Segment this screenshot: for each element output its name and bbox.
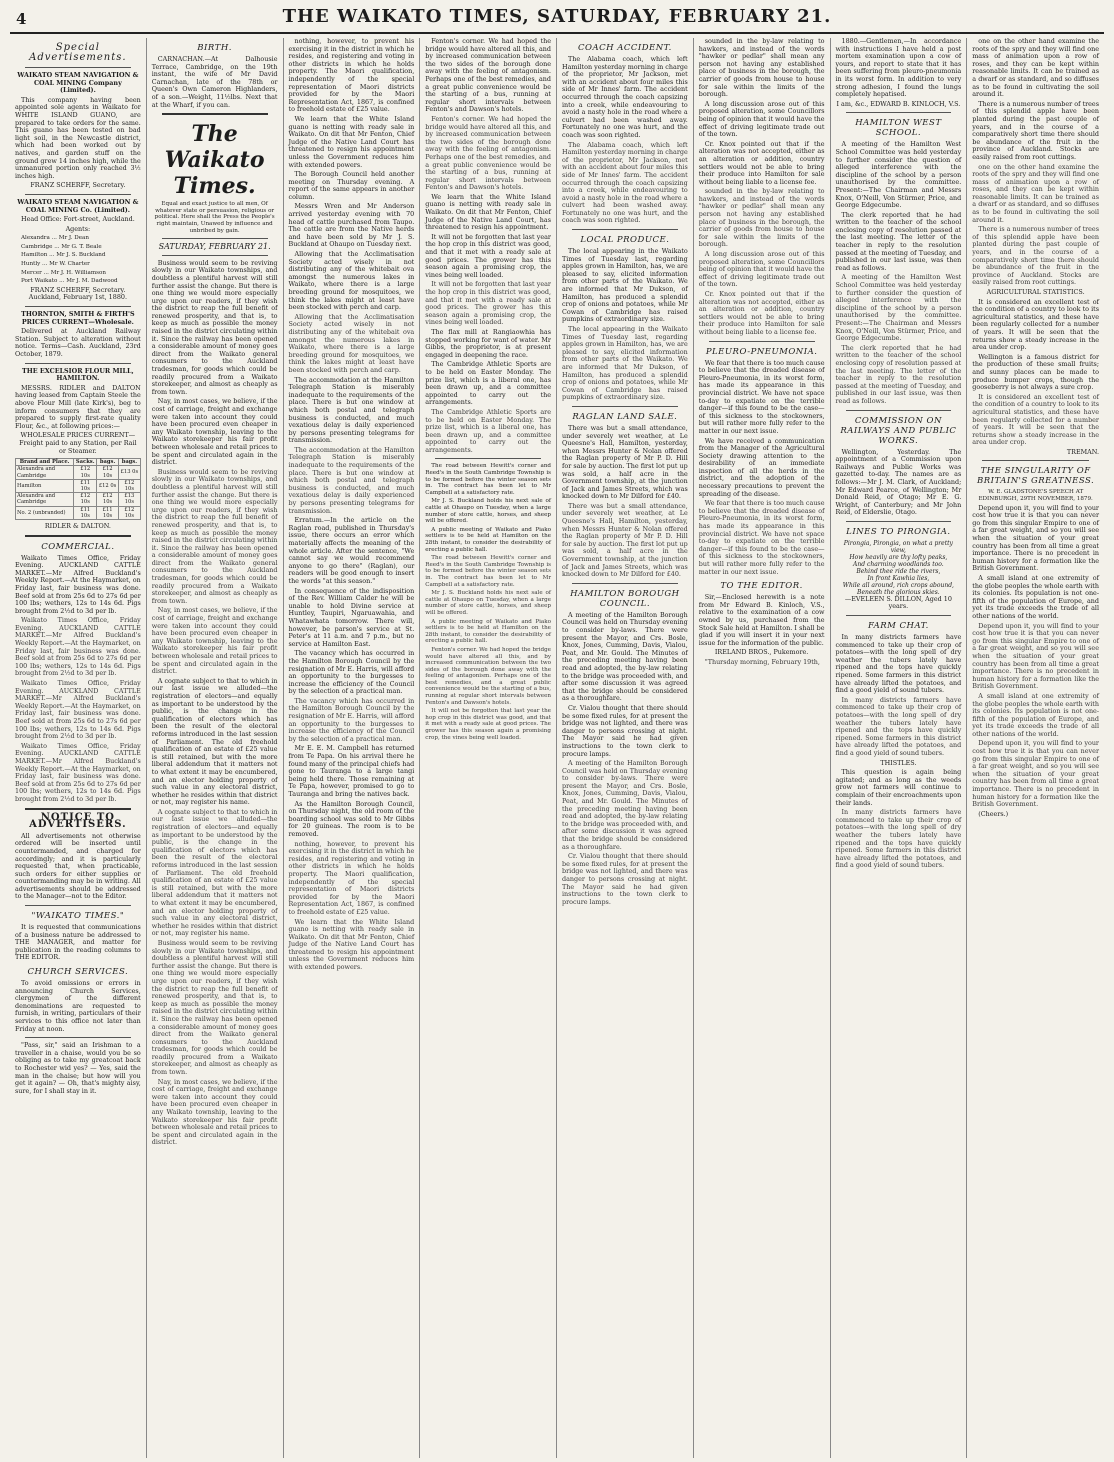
article-body: The local appearing in the Waikato Times of Tuesday last, regarding apples grown in Hamilton, has, we are pleased to say, elicited information from other parts of the Waikato. We are informed that Mr Dukson, of Hamilton, has produced a splendid crop of onions and potatoes, while Mr Cowan of Cambridge has raised pumpkins of extraordinary size. (562, 325, 688, 402)
article-body: The vacancy which has occurred in the Hamilton Borough Council by the resignation of Mr E. Harris, will afford an opportunity to the burgesses to increase the efficiency of the Council by the selection of a practical man. (288, 649, 415, 696)
article-body: A meeting of the Hamilton Borough Council was held on Thursday evening to consider by-laws. There were present the Mayor, and Crs. Bosle, Knox, Jones, Cumming, Davis, Vialou, Peat, and Mr. Gould. The Minutes of the preceding meeting having been read and adopted, the by-law relating to the bridge was proceeded with, and after some discussion it was agreed that the bridge should be considered as a thoroughfare. (562, 610, 688, 703)
notice-body: All advertisements not otherwise ordered will be inserted until countermanded, and charged for accordingly; and it is particularly requested that, when practicable, such orders for either supplies or countermanding may be in writing. All advertisements should be addressed to the Manager—not to the Editor. (15, 831, 141, 901)
article-body: The road between Hewitt's corner and Reed's in the South Cambridge Township is to be formed before the winter season sets in. The contract has been let to Mr Campbell at a satisfactory rate. (425, 555, 551, 588)
article-body: nothing, however, to prevent his exercising it in the district in which he resides, and registering and voting in other districts in which he holds property. The Maori qualification, independently of the special representation of Maori districts provided for by the Maori Representation Act, 1867, is confined to freehold estate of £25 value. (288, 839, 415, 916)
poem-line: How heavily are thy lofty peaks, (849, 553, 948, 561)
table-row: Alexandra and Cambridge £12 10s £12 10s £13 0s (16, 466, 141, 479)
article-body: In many districts farmers have commenced to take up their crop of potatoes—with the long spell of dry weather the tubers lately have ripened and the tops have quickly ripened. Some farmers in this district have already lifted the potatoes, and find a good yield of sound tubers. (835, 695, 962, 757)
table-row: Alexandra and Cambridge £12 10s £12 10s £13 10s (16, 493, 141, 506)
article-body: Erratum.—In the article on the Raglan road, published in Thursday's issue, there occurs an error which materially affects the meaning of the whole article. After the sentence, "We cannot say we would recommend anyone to go there" (Raglan), our readers will be good enough to insert the words "at this season." (288, 516, 415, 585)
article-body: "Pass, sir," said an Irishman to a traveller in a chaise, would you be so obliging as to take my greatcoat back to Rochester wid yes? — Yes, said the man in the chaise; but how will you get it again? — Oh, that's mighty aisy, sure, for I shall stay in it. (15, 1041, 141, 1095)
article-body: We fear that there is too much cause to believe that the dreaded disease of Pleuro-Pneumonia, in its worst form, has made its appearance in this provincial district. We have not space to-day to expatiate on the terrible danger—if this found to be the case—of this sickness to the stockowners, but will rather more fully refer to the matter in our next issue. (698, 358, 825, 435)
section-heading: RAGLAN LAND SALE. (572, 411, 678, 422)
poem-line: Behind thee ride the rivers, (856, 567, 941, 575)
article-body: There is a numerous number of trees of this splendid apple have been planted during the past couple of years, and in the course of a comparatively short time there should be abundance of the fruit in the province of Auckland. Stocks are easily raised from root cuttings. (972, 99, 1099, 161)
editorial-body: Business would seem to be reviving slowly in our Waikato townships, and doubtless a plentiful harvest will still further assist the change. But there is one thing we would more especially urge upon our readers, if they wish the district to reap the full benefit of renewed prosperity, and that is, to keep as much as possible the money raised in the district circulating within it. Since the railway has been opened a considerable amount of money goes direct from the Waikato general consumers to the Auckland tradesman, for goods which could be readily procured from a Waikato storekeeper, and almost as cheaply as from town. (151, 467, 278, 605)
article-body: The flax mill at Rangiaowhia has stopped working for want of water. Mr Gibbs, the proprietor, is at present engaged in deepening the race. (425, 327, 551, 359)
section-heading: Special Advertisements. (29, 42, 127, 63)
article-body: In consequence of the indisposition of the Rev. William Calder he will be unable to hold Divine service at Huntley, Taupiri, Ngaruawahia, and Whatawhata tomorrow. There will, however, be parson's service at St. Peter's at 11 a.m. and 7 p.m., but no service at Hamilton East. (288, 586, 415, 648)
ad-body: Delivered at Auckland Railway Station. Subject to alteration without notice. Terms—Cash. Auckland, 23rd October, 1879. (15, 327, 141, 358)
agent-line: Mercer ... Mr J. H. Williamson (21, 269, 106, 276)
article-body: It is requested that communications of a business nature be addressed to THE MANAGER, and matter for publication in the reading columns to THE EDITOR. (15, 923, 141, 962)
column-6 (694, 38, 831, 1458)
article-body: Cr. Knox pointed out that if the alteration was not accepted, either as an alteration or addition, country settlers would not be able to bring their produce into Hamilton for sale without being liable to a license fee. (698, 290, 825, 336)
ad-agents-label: Agents: (65, 224, 91, 233)
birth-notice: CARNACHAN.—At Dalhousie Terrace, Cambridge, on the 19th instant, the wife of Mr David Carnachan, late of the 78th or Queen's Own Cameron Highlanders, of a son.—Weight, 11½lbs. Next that at the Wharf, if you can. (151, 55, 278, 109)
agent-line: Port Waikato ... Mr J. M. Dadwood (21, 278, 118, 285)
section-heading: COMMERCIAL. (41, 541, 115, 552)
article-body: We learn that the White Island guano is netting with ready sale in Waikato. On dit that Mr Fenton, Chief Judge of the Native Land Court has threatened to resign his appointment unless the Government reduces him with extended powers. (288, 917, 415, 972)
section-heading: "WAIKATO TIMES." (31, 911, 125, 922)
price-header: bags. (97, 459, 119, 466)
sub-heading: AGRICULTURAL STATISTICS. (986, 288, 1085, 296)
ad-title: WAIKATO STEAM NAVIGATION & COAL MINING Co. (Limited). (17, 197, 139, 214)
ad-body: MESSRS. RIDLER and DALTON having leased from Captain Steele the above Flour Mill (late Kirk's), beg to inform consumers that they are prepared to supply first-rate quality Flour, &c., at following prices:— (15, 383, 141, 430)
article-body: There was but a small attendance, under severely wet weather, at Le Queesne's Hall, Hamilton, yesterday, when Messrs Hunter & Nolan offered the Raglan property of Mr P. D. Hill for sale by auction. The first lot put up was sold, a half acre in the Government township, at the junction of Jack and James Streets, which was knocked down to Mr Dilford for £40. (562, 501, 688, 579)
article-body: Fenton's corner. We had hoped the bridge would have altered all this, and by increased communication between the two sides of the borough done away with the feeling of antagonism. Perhaps one of the best remedies, and a great public convenience would be the starting of a bus, running at regular short intervals between Fenton's and Dawson's hotels. (425, 38, 551, 114)
article-body: Wellington, Yesterday. The appointment of a Commission upon Railways and Public Works was gazetted to-day. The names are as follows:—Mr J. M. Clark, of Auckland; Mr Edward Pearce, of Wellington; Mr Donald Reid, of Otago; Mr E. G. Wright, of Canterbury; and Mr John Reid, of Elderslie, Otago. (835, 447, 962, 517)
article-body: A meeting of the Hamilton West School Committee was held yesterday to further consider the question of alleged interference with the discipline of the school by a person unauthorised by the committee. Present:—The Chairman and Messrs Knox, O'Neill, Von Stürmer, Price, and George Edgecumbe. (835, 140, 962, 210)
article-body: The Alabama coach, which left Hamilton yesterday morning in charge of the proprietor, Mr Jackson, met with an accident about four miles this side of Mr Innes' farm. The accident occurred through the coach capsizing into a creek, while endeavouring to avoid a nasty hole in the road where a culvert had been washed away. Fortunately no one was hurt, and the coach was soon righted. (562, 140, 688, 225)
article-body: A small island at one extremity of the globe peoples the whole earth with its colonies. Its population is not one-fifth of the population of Europe, and yet its trade exceeds the trade of all other nations of the world. (972, 691, 1099, 738)
agent-line: Hamilton ... Mr J. S. Buckland (21, 252, 106, 259)
article-body: sounded in the by-law relating to hawkers, and instead of the words "hawker or pedlar" shall mean any person not having any established place of business in the borough, the carrier of goods from house to house for sale within the limits of the borough. (698, 187, 825, 249)
ad-title: THORNTON, SMITH & FIRTH'S PRICES CURRENT—Wholesale. (21, 310, 135, 326)
article-body: one on the other hand examine the roots of the spry and they will find one mass of animation upon a row of roses, and they can be kept within reasonable limits. It can be trained as a dwarf or as standard, and so diffuses as to be found in cultivating the soil around it. (972, 162, 1099, 224)
article-body: nothing, however, to prevent his exercising it in the district in which he resides, and registering and voting in other districts in which he holds property. The Maori qualification, independently of the special representation of Maori districts provided for by the Maori Representation Act, 1867, is confined to freehold estate of £25 value. (288, 38, 415, 114)
article-body: A public meeting of Waikato and Piako settlers is to be held at Hamilton on the 28th instant, to consider the desirability of erecting a public hall. (425, 526, 551, 553)
article-body: Cr. Vialou thought that there should be some fixed rules, for at present the bridge was not lighted, and there was danger to persons crossing at night. The Mayor said he had given instructions to the town clerk to procure lamps. (562, 703, 688, 758)
masthead (10, 6, 1104, 34)
article-body: Cr. Vialou thought that there should be some fixed rules, for at present the bridge was not lighted, and there was danger to persons crossing at night. The Mayor said he had given instructions to the town clerk to procure lamps. (562, 852, 688, 906)
article-sign: TREMAN. (1066, 447, 1099, 456)
article-body: A small island at one extremity of the globe peoples the whole earth with its colonies. Its population is not one-fifth of the population of Europe, and yet its trade exceeds the trade of all other nations of the world. (972, 574, 1099, 620)
editorial-body: Nay, in most cases, we believe, if the cost of carriage, freight and exchange were taken into account they could have been procured even cheaper in any Waikato township, leaving to the Waikato storekeeper his fair profit between wholesale and retail prices to be spent and circulated again in the district. (151, 397, 278, 467)
column-1 (10, 38, 147, 1458)
poem-line: Beneath the glorious skies. (857, 588, 940, 596)
editorial-body: Nay, in most cases, we believe, if the cost of carriage, freight and exchange were taken into account they could have been procured even cheaper in any Waikato township, leaving to the Waikato storekeeper his fair profit between wholesale and retail prices to be spent and circulated again in the district. (151, 606, 278, 676)
article-body: A long discussion arose out of this proposed alteration, some Councillors being of opinion that it would have the effect of driving legitimate trade out of the town. (698, 99, 825, 139)
column-7 (831, 38, 968, 1458)
section-heading: LOCAL PRODUCE. (580, 235, 670, 246)
article-body: The Borough Council held another meeting on Thursday evening. A report of the same appears in another column. (288, 170, 415, 201)
ad-sign: FRANZ SCHERFF, Secretary. Auckland, February 1st, 1880. (28, 285, 127, 302)
article-body: There is a numerous number of trees of this splendid apple have been planted during the past couple of years, and in the course of a comparatively short time there should be abundance of the fruit in the province of Auckland. Stocks are easily raised from root cuttings. (972, 225, 1099, 287)
section-heading: BIRTH. (197, 43, 232, 53)
columns (10, 38, 1104, 1458)
article-body: We learn that the White Island guano is netting with ready sale in Waikato. On dit that Mr Fenton, Chief Judge of the Native Land Court has threatened to resign his appointment unless the Government reduces him with extended powers. (288, 114, 415, 169)
section-heading: COACH ACCIDENT. (577, 43, 672, 53)
article-body: Allowing that the Acclimatisation Society acted wisely in not distributing any of the whitebait ova amongst the numerous lakes in Waikato, where there is a large breeding ground for mosquitoes, we think the lakes might at least have been stocked with perch and carp. (288, 312, 415, 374)
footer-text: "Thursday morning, February 19th, (704, 657, 820, 666)
article-body: Waikato Times Office, Friday Evening. AUCKLAND CATTLE MARKET.—Mr Alfred Buckland's Weekly Report.—At the Haymarket, on Friday last, fair business was done. Beef sold at from 25s 6d to 27s 6d per 100 lbs; wethers, 12s to 14s 6d. Pigs brought from 2½d to 3d per lb. (15, 741, 141, 803)
article-body: In many districts farmers have commenced to take up their crop of potatoes—with the long spell of dry weather the tubers lately have ripened and the tops have quickly ripened. Some farmers in this district have already lifted the potatoes, and find a good yield of sound tubers. (835, 808, 962, 870)
article-body: We learn that the White Island guano is netting with ready sale in Waikato. On dit that Mr Fenton, Chief Judge of the Native Land Court, has threatened to resign his appointment. (425, 192, 551, 232)
motto: Equal and exact justice to all men, Of whatever state or persuasion, religious or political. Here shall the Press the People's right maintain, Unawed by influence and unbribed by gain. (154, 201, 275, 234)
article-body: Allowing that the Acclimatisation Society acted wisely in not distributing any of the whitebait ova amongst the numerous lakes in Waikato, where there is a large breeding ground for mosquitoes, we think the lakes might at least have been stocked with perch and carp. (288, 250, 415, 312)
sub-heading: W. E. GLADSTONE'S SPEECH AT EDINBURGH, 29TH NOVEMBER, 1879. (978, 489, 1093, 503)
poem-line: In front Kawhia lies, (867, 574, 930, 582)
column-5 (557, 38, 694, 1458)
article-body: Waikato Times Office, Friday Evening. AUCKLAND CATTLE MARKET.—Mr Alfred Buckland's Weekly Report.—At the Haymarket, on Friday last, fair business was done. Beef sold at from 25s 6d to 27s 6d per 100 lbs; wethers, 12s to 14s 6d. Pigs brought from 2½d to 3d per lb. (15, 679, 141, 741)
article-body: This question is again being agitated; and as long as the weeds grow not farmers will continue to complain of their encroachments upon their lands. (835, 768, 962, 807)
article-body: Waikato Times Office, Friday Evening. AUCKLAND CATTLE MARKET.—Mr Alfred Buckland's Weekly Report.—At the Haymarket, on Friday last, fair business was done. Beef sold at from 25s 6d to 27s 6d per 100 lbs; wethers, 12s to 14s 6d. Pigs brought from 2½d to 3d per lb. (15, 616, 141, 678)
article-body: It will not be forgotten that last year the hop crop in this district was good, and that it met with a ready sale at good prices. The grower has this season again a promising crop, the vines being well loaded. (425, 708, 551, 741)
page-number: 4 (16, 10, 27, 28)
dateline: SATURDAY, FEBRUARY 21. (158, 242, 271, 252)
article-body: one on the other hand examine the roots of the spry and they will find one mass of animation upon a row of roses, and they can be kept within reasonable limits. It can be trained as a dwarf or as standard, and so diffuses as to be found in cultivating the soil around it. (972, 38, 1099, 99)
article-body: A meeting of the Hamilton West School Committee was held yesterday to further consider the question of alleged interference with the discipline of the school by a person unauthorised by the committee. Present:—The Chairman and Messrs Knox, O'Neill, Von Stürmer, Price, and George Edgecumbe. (835, 273, 962, 343)
article-body: It will not be forgotten that last year the hop crop in this district was good, and that it met with a ready sale at good prices. The grower has this season again a promising crop, the vines being well loaded. (425, 280, 551, 327)
article-body: Depend upon it, you will find to your cost how true it is that you can never go from this singular Empire to one of a far great weight, and so you will see when the situation of your great country has been from all time a great importance. There is no precedent in human history for a formation like the British Government. (972, 503, 1099, 573)
poem-line: Pirongia, Pirongia, on what a pretty view, (843, 539, 953, 554)
table-row: No. 2 (unbranded) £11 10s £11 10s £12 10s (16, 506, 141, 519)
column-8 (967, 38, 1104, 1458)
article-body: Fenton's corner. We had hoped the bridge would have altered all this, and by increased communication between the two sides of the borough done away with the feeling of antagonism. Perhaps one of the best remedies, and a great public convenience would be the starting of a bus, running at regular short intervals between Fenton's and Dawson's hotels. (425, 114, 551, 192)
article-body: To avoid omissions or errors in announcing Church Services, clergymen of the different denominations are requested to furnish, in writing, particulars of their services to this office not later than Friday at noon. (15, 979, 141, 1033)
price-header: Brand and Place. (16, 459, 74, 466)
ad-title: WAIKATO STEAM NAVIGATION & COAL MINING Company (Limited). (17, 71, 139, 95)
section-heading: HAMILTON BOROUGH COUNCIL. (570, 588, 680, 609)
article-body: Depend upon it, you will find to your cost how true it is that you can never go from this singular Empire to one of a far great weight, and so you will see when the situation of your great country has been from all time a great importance. There is no precedent in human history for a formation like the British Government. (972, 621, 1099, 691)
editorial-body: A cognate subject to that to which in our last issue we alluded—the registration of electors—and equally as important to be understood by the public, is the change in the qualification of electors which has been the result of the electoral reforms introduced in the last session of Parliament. The old freehold qualification of an estate of £25 value is still retained, but with the more liberal addendum that it matters not to what extent it may be encumbered, and an elector holding property of such value in any electoral district, whether he resides within that district or not, may register his name. (151, 807, 278, 938)
article-body: Mr J. S. Buckland holds his next sale of cattle at Ohaupo on Tuesday, when a large number of store cattle, horses, and sheep will be offered. (425, 590, 551, 616)
article-body: Messrs Wren and Mr Anderson arrived yesterday evening with 70 head of cattle purchased from Taupo. The cattle are from the Native herds and have been sold by Mr J. S. Buckland at Ohaupo on Tuesday next. (288, 202, 415, 249)
table-row: Hamilton £11 10s £12 0s £12 10s (16, 479, 141, 492)
article-sign: I am, &c., EDWARD B. KINLOCH, V.S. (836, 99, 961, 108)
article-body: It will not be forgotten that last year the hop crop in this district was good, and that it met with a ready sale at good prices. The grower has this season again a promising crop, the vines being well loaded. (425, 232, 551, 279)
article-body: Mr J. S. Buckland holds his next sale of cattle at Ohaupo on Tuesday, when a large number of store cattle, horses, and sheep will be offered. (425, 498, 551, 525)
editorial-body: Business would seem to be reviving slowly in our Waikato townships, and doubtless a plentiful harvest will still further assist the change. But there is one thing we would more especially urge upon our readers, if they wish the district to reap the full benefit of renewed prosperity, and that is, to keep as much as possible the money raised in the district circulating within it. Since the railway has been opened a considerable amount of money goes direct from the Waikato general consumers to the Auckland tradesman, for goods which could be readily procured from a Waikato storekeeper, and almost as cheaply as from town. (151, 258, 278, 396)
ad-body: This company having been appointed sole agents in Waikato for WHITE ISLAND GUANO, are prepared to take orders for the same. This guano has been tested on bad light soil, in the Newcastle district, which had been worked out by natives, and garden stuff on the ground grew 14 inches high, while the unmanured portion only reached 3½ inches high. (15, 95, 141, 180)
price-table (15, 458, 141, 520)
ad-sign: RIDLER & DALTON. (44, 521, 111, 530)
section-heading: THE SINGULARITY OF BRITAIN'S GREATNESS. (976, 466, 1095, 487)
article-body: Waikato Times Office, Friday Evening. AUCKLAND CATTLE MARKET.—Mr Alfred Buckland's Weekly Report.—At the Haymarket, on Friday last, fair business was done. Beef sold at from 25s 6d to 27s 6d per 100 lbs; wethers, 12s to 14s 6d. Pigs brought from 2½d to 3d per lb. (15, 553, 141, 615)
poem-line: And charming woodlands too. (853, 560, 944, 568)
article-body: We fear that there is too much cause to believe that the dreaded disease of Pleuro-Pneumonia, in its worst form, has made its appearance in this provincial district. We have not space to-day to expatiate on the terrible danger—if this found to be the case—of this sickness to the stockowners, but will rather more fully refer to the matter in our next issue. (698, 499, 825, 576)
column-4 (420, 38, 557, 1458)
section-heading: PLEURO-PNEUMONIA. (705, 346, 818, 357)
article-body: A public meeting of Waikato and Piako settlers is to be held at Hamilton on the 28th instant, to consider the desirability of erecting a public hall. (425, 618, 551, 645)
article-body: The clerk reported that he had written to the teacher of the school enclosing copy of resolution passed at the last meeting. The letter of the teacher in reply to the resolution passed at the meeting of Tuesday, and published in our last issue, was then read as follows. (835, 210, 962, 272)
article-body: Wellington is a famous district for the production of these small fruits; and sunny places can be made to produce bumper crops, though the gooseberry is not always a sure crop. (972, 352, 1099, 392)
article-body: Cr. Knox pointed out that if the alteration was not accepted, either as an alteration or addition, country settlers would not be able to bring their produce into Hamilton for sale without being liable to a license fee. (698, 139, 825, 186)
ad-sign: FRANZ SCHERFF, Secretary. (30, 181, 126, 190)
article-body: Depend upon it, you will find to your cost how true it is that you can never go from this singular Empire to one of a far great weight, and so you will see when the situation of your great country has been from all time a great importance. There is no precedent in human history for a formation like the British Government. (972, 739, 1099, 809)
notice-heading: NOTICE TO ADVERTISERS. (29, 811, 127, 831)
ad-office: Head Office: Fort-street, Auckland. (21, 215, 135, 224)
article-body: The local appearing in the Waikato Times of Tuesday last, regarding apples grown in Hamilton, has, we are pleased to say, elicited information from other parts of the Waikato. We are informed that Mr Dukson, of Hamilton, has produced a splendid crop of onions and potatoes, while Mr Cowan of Cambridge has raised pumpkins of extraordinary size. (562, 247, 688, 324)
agent-line: Huntly ... Mr W. Charter (21, 261, 90, 268)
section-heading: CHURCH SERVICES. (27, 967, 129, 978)
article-body: The Cambridge Athletic Sports are to be held on Easter Monday. The prize list, which is a liberal one, has been drawn up, and a committee appointed to carry out the arrangements. (425, 360, 551, 407)
article-end: (Cheers.) (978, 809, 1009, 818)
article-body: A long discussion arose out of this proposed alteration, some Councillors being of opinion that it would have the effect of driving legitimate trade out of the town. (698, 250, 825, 289)
letter-sign: IRELAND BROS., Pukemore. (714, 648, 809, 657)
article-body: The Cambridge Athletic Sports are to be held on Easter Monday. The prize list, which is a liberal one, has been drawn up, and a committee appointed to carry out the arrangements. (425, 407, 551, 454)
agent-line: Alexandra ... Mr J. Dean (21, 235, 89, 242)
column-2 (147, 38, 284, 1458)
section-heading: FARM CHAT. (867, 621, 929, 632)
article-body: 1880.—Gentlemen,—In accordance with instructions I have held a post mortem examination upon a cow of yours, and report to state that it has been suffering from pleuro-pneumonia in its worst form. In addition to very strong adhesion, I found the lungs completely hepatised. (835, 38, 962, 99)
article-body: The road between Hewitt's corner and Reed's in the South Cambridge Township is to be formed before the winter season sets in. The contract has been let to Mr Campbell at a satisfactory rate. (425, 463, 551, 496)
article-body: As the Hamilton Borough Council, on Thursday night, the old room of the boarding school was sold to Mr Gibbs for 20 guineas. The room is to be removed. (288, 799, 415, 838)
poem-sign: —EVELEEN S. DILLON, Aged 10 years. (844, 594, 952, 611)
article-body: The Alabama coach, which left Hamilton yesterday morning in charge of the proprietor, Mr Jackson, met with an accident about four miles this side of Mr Innes' farm. The accident occurred through the coach capsizing into a creek, while endeavouring to avoid a nasty hole in the road where a culvert had been washed away. Fortunately no one was hurt, and the coach was soon righted. (562, 55, 688, 139)
section-heading: HAMILTON WEST SCHOOL. (855, 118, 942, 139)
letter-body: Sir,—Enclosed herewith is a note from Mr Edward B. Kinloch, V.S., relative to the examination of a cow owned by us, purchased from the Stock Sale held at Hamilton. I shall be glad if you will insert it in your next issue for the information of the public. (698, 593, 825, 647)
newspaper-title: THE WAIKATO TIMES, SATURDAY, FEBRUARY 21. (282, 6, 832, 27)
price-header: bags. (118, 459, 140, 466)
article-body: A meeting of the Hamilton Borough Council was held on Thursday evening to consider by-laws. There were present the Mayor, and Crs. Bosle, Knox, Jones, Cumming, Davis, Vialou, Peat, and Mr. Gould. The Minutes of the preceding meeting having been read and adopted, the by-law relating to the bridge was proceeded with, and after some discussion it was agreed that the bridge should be considered as a thoroughfare. (562, 759, 688, 851)
column-3 (284, 38, 421, 1458)
article-body: The accommodation at the Hamilton Telegraph Station is miserably inadequate to the requirements of the place. There is but one window at which both postal and telegraph business is conducted, and much vexatious delay is daily experienced by persons presenting telegrams for transmission. (288, 445, 415, 515)
article-body: It is considered an excellent test of the condition of a country to look to its agricultural statistics, and these have been regularly collected for a number of years. It will be seen that the returns show a steady increase in the area under crop. (972, 392, 1099, 447)
article-body: Fenton's corner. We had hoped the bridge would have altered all this, and by increased communication between the two sides of the borough done away with the feeling of antagonism. Perhaps one of the best remedies, and a great public convenience would be the starting of a bus, running at regular short intervals between Fenton's and Dawson's hotels. (425, 646, 551, 706)
article-body: Mr E. E. M. Campbell has returned from Te Papa. On his arrival there he found many of the principal chiefs had gone to Tauranga to a large tangi being held there. Those remaining at Te Papa, however, promised to go to Tauranga and bring the natives back. (288, 744, 415, 798)
newspaper-logo: The Waikato Times. (164, 121, 265, 200)
article-body: The vacancy which has occurred in the Hamilton Borough Council by the resignation of Mr E. Harris, will afford an opportunity to the burgesses to increase the efficiency of the Council by the selection of a practical man. (288, 696, 415, 743)
sub-heading: THISTLES. (880, 758, 917, 767)
agent-line: Cambridge ... Mr G. T. Beale (21, 243, 102, 250)
section-heading: LINES TO PIRONGIA. (846, 526, 951, 537)
article-body: The clerk reported that he had written to the teacher of the school enclosing copy of resolution passed at the last meeting. The letter of the teacher in reply to the resolution passed at the meeting of Tuesday, and published in our last issue, was then read as follows. (835, 343, 962, 405)
editorial-body: Business would seem to be reviving slowly in our Waikato townships, and doubtless a plentiful harvest will still further assist the change. But there is one thing we would more especially urge upon our readers, if they wish the district to reap the full benefit of renewed prosperity, and that is, to keep as much as possible the money raised in the district circulating within it. Since the railway has been opened a considerable amount of money goes direct from the Waikato general consumers to the Auckland tradesman, for goods which could be readily procured from a Waikato storekeeper, and almost as cheaply as from town. (151, 938, 278, 1077)
article-body: In many districts farmers have commenced to take up their crop of potatoes—with the long spell of dry weather the tubers lately have ripened and the tops have quickly ripened. Some farmers in this district have already lifted the potatoes, and find a good yield of sound tubers. (835, 633, 962, 695)
ad-title: THE EXCELSIOR FLOUR MILL, HAMILTON. (22, 366, 134, 383)
editorial-body: A cognate subject to that to which in our last issue we alluded—the registration of electors—and equally as important to be understood by the public, is the change in the qualification of electors which has been the result of the electoral reforms introduced in the last session of Parliament. The old freehold qualification of an estate of £25 value is still retained, but with the more liberal addendum that it matters not to what extent it may be encumbered, and an elector holding property of such value in any electoral district, whether he resides within that district or not, may register his name. (151, 676, 278, 807)
article-body: It is considered an excellent test of the condition of a country to look to its agricultural statistics, and these have been regularly collected for a number of years. It will be seen that the returns show a steady increase in the area under crop. (972, 297, 1099, 352)
section-heading: TO THE EDITOR. (720, 581, 803, 592)
article-body: The accommodation at the Hamilton Telegraph Station is miserably inadequate to the requirements of the place. There is but one window at which both postal and telegraph business is conducted, and much vexatious delay is daily experienced by persons presenting telegrams for transmission. (288, 375, 415, 445)
editorial-body: Nay, in most cases, we believe, if the cost of carriage, freight and exchange were taken into account they could have been procured even cheaper in any Waikato township, leaving to the Waikato storekeeper his fair profit between wholesale and retail prices to be spent and circulated again in the district. (151, 1077, 278, 1147)
article-body: We have received a communication from the Manager of the Agricultural Society drawing attention to the desirability of an immediate inspection of all the herds in the district, and the adoption of the necessary precautions to prevent the spreading of the disease. (698, 436, 825, 498)
article-body: sounded in the by-law relating to hawkers, and instead of the words "hawker or pedlar" shall mean any person not having any established place of business in the borough, the carrier of goods from house to house for sale within the limits of the borough. (698, 38, 825, 99)
price-header: Sacks. (74, 459, 97, 466)
poem-line: While all around, rich crops abound, (842, 581, 954, 589)
section-heading: COMMISSION ON RAILWAYS AND PUBLIC WORKS. (840, 415, 957, 446)
ad-sub: WHOLESALE PRICES CURRENT— Freight paid to any Station, per Rail or Steamer. (19, 431, 137, 455)
article-body: There was but a small attendance, under severely wet weather, at Le Queesne's Hall, Hamilton, yesterday, when Messrs Hunter & Nolan offered the Raglan property of Mr P. D. Hill for sale by auction. The first lot put up was sold, a half acre in the Government township, at the junction of Jack and James Streets, which was knocked down to Mr Dilford for £40. (562, 423, 688, 501)
